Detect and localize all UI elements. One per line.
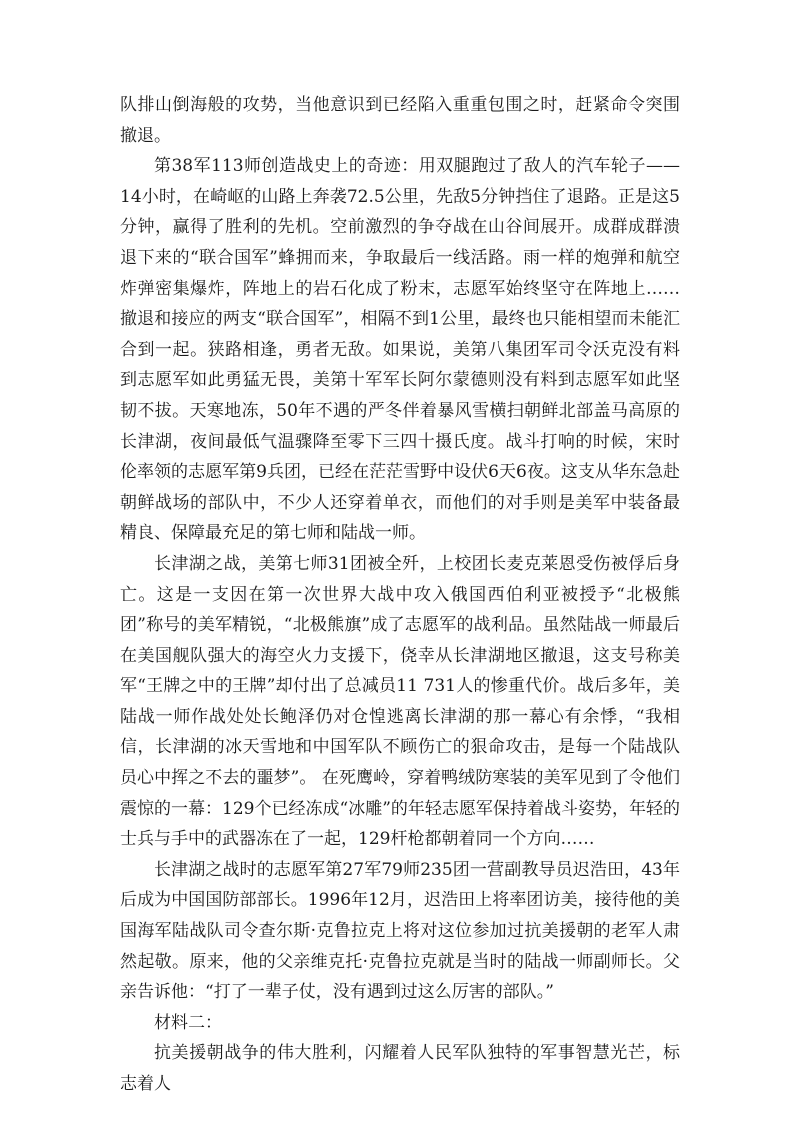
paragraph-continuation: 队排山倒海般的攻势，当他意识到已经陷入重重包围之时，赶紧命令突围撤退。: [120, 95, 680, 146]
section-heading-material-two: 材料二：: [154, 1012, 222, 1033]
paragraph-38th-army: 第38军113师创造战史上的奇迹：用双腿跑过了敌人的汽车轮子——14小时，在崎岖的山路上奔袭72.5公里，先敌5分钟挡住了退路。正是这5分钟，赢得了胜利的先机。空前激烈的争夺战在山谷间展开。成群成群溃退下来的“联合国军”蜂拥而来，争取最后一线活路。雨一样的炮弹和航空炸弹密集爆炸，阵地上的岩石化成了粉末，志愿军始终坚守在阵地上……撤退和接应的两支“联合国军”，相隔不到1公里，最终也只能相望而未能汇合到一起。狭路相逢，勇者无敌。如果说，美第八集团军司令沃克没有料到志愿军如此勇猛无畏，美第十军军长阿尔蒙德则没有料到志愿军如此坚韧不拔。天寒地冻，50年不遇的严冬伴着暴风雪横扫朝鲜北部盖马高原的长津湖，夜间最低气温骤降至零下三四十摄氏度。战斗打响的时候，宋时伦率领的志愿军第9兵团，已经在茫茫雪野中设伏6天6夜。这支从华东急赴朝鲜战场的部队中，不少人还穿着单衣，而他们的对手则是美军中装备最精良、保障最充足的第七师和陆战一师。: [120, 156, 680, 544]
paragraph-chi-haotian: 长津湖之战时的志愿军第27军79师235团一营副教导员迟浩田，43年后成为中国国防部部长。1996年12月，迟浩田上将率团访美，接待他的美国海军陆战队司令查尔斯·克鲁拉克上将对这位参加过抗美援朝的老军人肃然起敬。原来，他的父亲维克托·克鲁拉克就是当时的陆战一师副师长。父亲告诉他：“打了一辈子仗，没有遇到过这么厉害的部队。”: [120, 859, 680, 1003]
document-page: [120, 90, 680, 1100]
paragraph-material-two: 抗美援朝战争的伟大胜利，闪耀着人民军队独特的军事智慧光芒，标志着人: [120, 1043, 680, 1094]
paragraph-changjin-lake: 长津湖之战，美第七师31团被全歼，上校团长麦克莱恩受伤被俘后身亡。这是一支因在第一次世界大战中攻入俄国西伯利亚被授予“北极熊团”称号的美军精锐，“北极熊旗”成了志愿军的战利品。虽然陆战一师最后在美国舰队强大的海空火力支援下，侥幸从长津湖地区撤退，这支号称美军“王牌之中的王牌”却付出了总减员11 731人的惨重代价。战后多年，美陆战一师作战处处长鲍泽仍对仓惶逃离长津湖的那一幕心有余悸，“我相信，长津湖的冰天雪地和中国军队不顾伤亡的狠命攻击，是每一个陆战队员心中挥之不去的噩梦”。 在死鹰岭，穿着鸭绒防寒装的美军见到了令他们震惊的一幕：129个已经冻成“冰雕”的年轻志愿军保持着战斗姿势，年轻的士兵与手中的武器冻在了一起，129杆枪都朝着同一个方向……: [120, 553, 680, 850]
